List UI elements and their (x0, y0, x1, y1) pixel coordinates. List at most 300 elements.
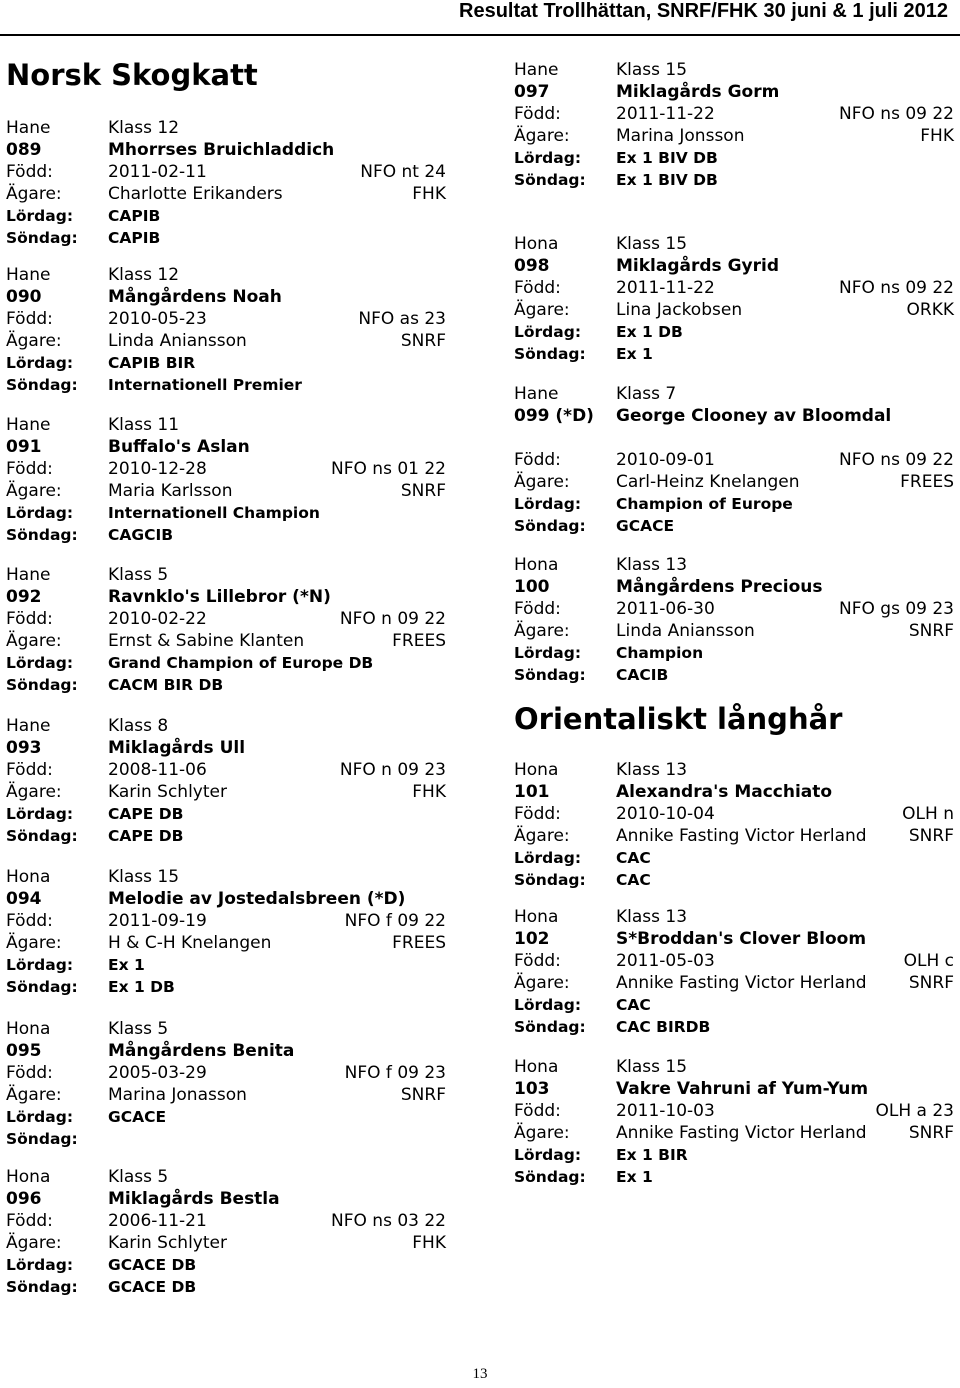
sunday-row (6, 1128, 446, 1150)
club-name: FHK (920, 126, 954, 146)
entry-number: 103 (514, 1079, 550, 1099)
sunday-label: Söndag: (6, 676, 78, 694)
name-row (6, 286, 446, 308)
class-label: Klass 5 (108, 565, 169, 585)
birth-date: 2011-05-03 (616, 951, 715, 971)
cat-entry (514, 1056, 954, 1188)
born-label: Född: (514, 278, 561, 298)
class-label: Klass 5 (108, 1167, 169, 1187)
sunday-label: Söndag: (514, 345, 586, 363)
cat-name: Mhorrses Bruichladdich (108, 140, 335, 160)
birth-date: 2011-02-11 (108, 162, 207, 182)
cat-entry (6, 264, 446, 396)
class-label: Klass 15 (616, 234, 688, 254)
sunday-row (6, 374, 446, 396)
cat-name: Buffalo's Aslan (108, 437, 250, 457)
class-row (514, 383, 954, 405)
owner-name: Ernst & Sabine Klanten (108, 631, 305, 651)
sunday-row (514, 1166, 954, 1188)
born-row (6, 1210, 446, 1232)
sunday-row (514, 515, 954, 537)
saturday-label: Lördag: (514, 849, 582, 867)
saturday-result: CAPIB (108, 207, 161, 225)
sex-label: Hane (6, 716, 51, 736)
saturday-label: Lördag: (6, 956, 74, 974)
owner-label: Ägare: (6, 782, 62, 802)
club-name: ORKK (906, 300, 954, 320)
sunday-result: Internationell Premier (108, 376, 302, 394)
sunday-result: Ex 1 (616, 1168, 653, 1186)
owner-label: Ägare: (6, 331, 62, 351)
club-name: SNRF (908, 973, 954, 993)
owner-name: Marina Jonasson (108, 1085, 247, 1105)
owner-label: Ägare: (6, 481, 62, 501)
class-label: Klass 13 (616, 907, 688, 927)
cat-name: Miklagårds Gorm (616, 82, 780, 102)
sunday-row (6, 674, 446, 696)
saturday-row (6, 1106, 446, 1128)
owner-row (514, 972, 954, 994)
class-row (6, 117, 446, 139)
cat-name: Ravnklo's Lillebror (*N) (108, 587, 331, 607)
birth-date: 2011-11-22 (616, 104, 715, 124)
class-row (514, 59, 954, 81)
owner-row (514, 125, 954, 147)
owner-name: Annike Fasting Victor Herland (616, 826, 867, 846)
name-row (514, 781, 954, 803)
birth-date: 2005-03-29 (108, 1063, 207, 1083)
owner-label: Ägare: (514, 126, 570, 146)
saturday-result: Champion (616, 644, 704, 662)
saturday-result: Ex 1 DB (616, 323, 683, 341)
saturday-row (514, 1144, 954, 1166)
sunday-row (6, 227, 446, 249)
saturday-label: Lördag: (514, 644, 582, 662)
entry-number: 095 (6, 1041, 42, 1061)
birth-date: 2011-11-22 (616, 278, 715, 298)
saturday-label: Lördag: (6, 1256, 74, 1274)
cat-name: Miklagårds Gyrid (616, 256, 779, 276)
saturday-label: Lördag: (6, 805, 74, 823)
sunday-row (6, 524, 446, 546)
born-label: Född: (6, 309, 53, 329)
saturday-result: GCACE DB (108, 1256, 197, 1274)
birth-date: 2008-11-06 (108, 760, 207, 780)
ems-code: NFO f 09 22 (344, 911, 446, 931)
saturday-row (514, 994, 954, 1016)
owner-row (514, 620, 954, 642)
saturday-label: Lördag: (514, 149, 582, 167)
owner-label: Ägare: (514, 472, 570, 492)
owner-name: Annike Fasting Victor Herland (616, 1123, 867, 1143)
sunday-label: Söndag: (6, 978, 78, 996)
name-row (6, 586, 446, 608)
name-row (6, 1040, 446, 1062)
birth-date: 2006-11-21 (108, 1211, 207, 1231)
sunday-result: CAGCIB (108, 526, 174, 544)
owner-row (514, 471, 954, 493)
ems-code: NFO n 09 22 (339, 609, 446, 629)
name-row (514, 255, 954, 277)
born-label: Född: (6, 1063, 53, 1083)
sunday-result: CACIB (616, 666, 669, 684)
born-label: Född: (6, 459, 53, 479)
class-row (514, 759, 954, 781)
owner-name: Charlotte Erikanders (108, 184, 283, 204)
cat-entry (6, 414, 446, 546)
owner-name: Carl-Heinz Knelangen (616, 472, 800, 492)
owner-label: Ägare: (514, 300, 570, 320)
cat-name: Melodie av Jostedalsbreen (*D) (108, 889, 406, 909)
sunday-result: CACM BIR DB (108, 676, 224, 694)
owner-name: Lina Jackobsen (616, 300, 743, 320)
born-label: Född: (6, 1211, 53, 1231)
club-name: SNRF (400, 331, 446, 351)
name-row (6, 1188, 446, 1210)
entry-number: 096 (6, 1189, 42, 1209)
saturday-result: Champion of Europe (616, 495, 793, 513)
born-row (6, 458, 446, 480)
cat-entry (514, 383, 954, 537)
name-row (514, 928, 954, 950)
sunday-result: Ex 1 BIV DB (616, 171, 718, 189)
class-label: Klass 15 (616, 60, 688, 80)
born-label: Född: (514, 599, 561, 619)
sunday-result: CAC (616, 871, 651, 889)
sex-label: Hane (6, 118, 51, 138)
cat-name: George Clooney av Bloomdal (616, 406, 892, 426)
owner-name: Annike Fasting Victor Herland (616, 973, 867, 993)
saturday-result: CAPE DB (108, 805, 184, 823)
class-label: Klass 11 (108, 415, 180, 435)
class-row (6, 414, 446, 436)
entry-number: 102 (514, 929, 550, 949)
class-label: Klass 7 (616, 384, 677, 404)
born-row (514, 449, 954, 471)
name-row (6, 436, 446, 458)
owner-label: Ägare: (514, 826, 570, 846)
class-row (6, 866, 446, 888)
owner-row (514, 825, 954, 847)
ems-code: NFO ns 01 22 (331, 459, 446, 479)
class-row (514, 1056, 954, 1078)
name-row (6, 737, 446, 759)
class-label: Klass 8 (108, 716, 169, 736)
sunday-label: Söndag: (6, 1278, 78, 1296)
birth-date: 2010-02-22 (108, 609, 207, 629)
sunday-label: Söndag: (6, 376, 78, 394)
club-name: SNRF (400, 481, 446, 501)
born-row (514, 277, 954, 299)
class-row (6, 1166, 446, 1188)
name-row (514, 81, 954, 103)
club-name: FHK (412, 782, 446, 802)
ems-code: NFO n 09 23 (339, 760, 446, 780)
saturday-label: Lördag: (6, 354, 74, 372)
entry-number: 093 (6, 738, 42, 758)
cat-entry (6, 715, 446, 847)
cat-name: Mångårdens Benita (108, 1041, 295, 1061)
born-label: Född: (514, 804, 561, 824)
class-row (514, 906, 954, 928)
saturday-label: Lördag: (6, 1108, 74, 1126)
ems-code: NFO ns 03 22 (331, 1211, 446, 1231)
owner-row (6, 781, 446, 803)
owner-row (6, 480, 446, 502)
birth-date: 2010-05-23 (108, 309, 207, 329)
born-row (6, 308, 446, 330)
saturday-result: Ex 1 BIR (616, 1146, 688, 1164)
sunday-row (6, 976, 446, 998)
sex-label: Hona (514, 907, 559, 927)
saturday-row (514, 493, 954, 515)
owner-row (514, 1122, 954, 1144)
name-row (6, 139, 446, 161)
cat-entry (514, 759, 954, 891)
sex-label: Hane (6, 265, 51, 285)
class-label: Klass 12 (108, 265, 180, 285)
cat-entry (6, 1166, 446, 1298)
sunday-result: CAC BIRDB (616, 1018, 711, 1036)
saturday-row (6, 652, 446, 674)
class-row (6, 715, 446, 737)
sunday-result: CAPIB (108, 229, 161, 247)
sunday-result: CAPE DB (108, 827, 184, 845)
sunday-label: Söndag: (514, 171, 586, 189)
ems-code: OLH n (902, 804, 954, 824)
sunday-result: Ex 1 (616, 345, 653, 363)
birth-date: 2011-06-30 (616, 599, 715, 619)
born-row (6, 608, 446, 630)
saturday-label: Lördag: (514, 495, 582, 513)
name-row (514, 405, 954, 449)
cat-entry (514, 59, 954, 191)
born-label: Född: (514, 104, 561, 124)
name-row (514, 576, 954, 598)
owner-label: Ägare: (514, 973, 570, 993)
sex-label: Hane (6, 565, 51, 585)
sunday-result: Ex 1 DB (108, 978, 175, 996)
owner-name: Linda Aniansson (616, 621, 755, 641)
born-label: Född: (514, 1101, 561, 1121)
saturday-row (514, 321, 954, 343)
name-row (6, 888, 446, 910)
club-name: FHK (412, 1233, 446, 1253)
saturday-label: Lördag: (6, 504, 74, 522)
sunday-result: GCACE DB (108, 1278, 197, 1296)
born-row (514, 803, 954, 825)
owner-label: Ägare: (6, 184, 62, 204)
class-label: Klass 5 (108, 1019, 169, 1039)
cat-entry (6, 564, 446, 696)
sunday-row (514, 169, 954, 191)
cat-entry (6, 117, 446, 249)
sex-label: Hane (514, 384, 559, 404)
entry-number: 090 (6, 287, 42, 307)
owner-name: Marina Jonsson (616, 126, 745, 146)
saturday-result: Grand Champion of Europe DB (108, 654, 374, 672)
owner-row (6, 330, 446, 352)
class-row (6, 1018, 446, 1040)
sex-label: Hona (514, 234, 559, 254)
ems-code: NFO ns 09 22 (839, 278, 954, 298)
born-label: Född: (6, 162, 53, 182)
owner-name: Karin Schlyter (108, 1233, 227, 1253)
cat-entry (514, 554, 954, 686)
birth-date: 2011-10-03 (616, 1101, 715, 1121)
sex-label: Hona (514, 555, 559, 575)
born-label: Född: (514, 450, 561, 470)
saturday-label: Lördag: (514, 1146, 582, 1164)
entry-number: 094 (6, 889, 42, 909)
club-name: SNRF (908, 1123, 954, 1143)
class-row (514, 233, 954, 255)
saturday-row (514, 147, 954, 169)
class-label: Klass 15 (108, 867, 180, 887)
sunday-label: Söndag: (514, 871, 586, 889)
cat-entry (514, 233, 954, 365)
owner-label: Ägare: (6, 1233, 62, 1253)
ems-code: OLH c (903, 951, 954, 971)
born-label: Född: (6, 911, 53, 931)
sunday-label: Söndag: (6, 1130, 78, 1148)
ems-code: NFO ns 09 22 (839, 104, 954, 124)
header-title: Resultat Trollhättan, SNRF/FHK 30 juni & 1 juli 2012 (459, 0, 948, 22)
owner-row (6, 1084, 446, 1106)
born-row (6, 1062, 446, 1084)
born-row (514, 1100, 954, 1122)
saturday-row (6, 352, 446, 374)
entry-number: 091 (6, 437, 42, 457)
owner-name: H & C-H Knelangen (108, 933, 272, 953)
born-row (514, 950, 954, 972)
saturday-result: Internationell Champion (108, 504, 320, 522)
saturday-row (514, 642, 954, 664)
saturday-row (6, 205, 446, 227)
entry-number: 099 (*D) (514, 406, 594, 426)
saturday-label: Lördag: (514, 323, 582, 341)
ems-code: NFO nt 24 (360, 162, 446, 182)
sunday-row (6, 825, 446, 847)
sunday-label: Söndag: (514, 1168, 586, 1186)
club-name: FREES (392, 631, 446, 651)
born-row (514, 598, 954, 620)
cat-name: Mångårdens Precious (616, 577, 823, 597)
saturday-result: Ex 1 BIV DB (616, 149, 718, 167)
birth-date: 2010-09-01 (616, 450, 715, 470)
owner-name: Linda Aniansson (108, 331, 247, 351)
page-number: 13 (472, 1366, 488, 1382)
class-label: Klass 13 (616, 760, 688, 780)
sex-label: Hona (6, 1167, 51, 1187)
club-name: SNRF (400, 1085, 446, 1105)
class-label: Klass 13 (616, 555, 688, 575)
entry-number: 097 (514, 82, 550, 102)
sunday-label: Söndag: (6, 827, 78, 845)
entry-number: 100 (514, 577, 550, 597)
cat-entry (6, 1018, 446, 1150)
sunday-result: GCACE (616, 517, 675, 535)
cat-name: Alexandra's Macchiato (616, 782, 833, 802)
sunday-label: Söndag: (514, 517, 586, 535)
saturday-row (6, 803, 446, 825)
sunday-row (514, 869, 954, 891)
ems-code: NFO f 09 23 (344, 1063, 446, 1083)
cat-entry (6, 866, 446, 998)
born-label: Född: (6, 760, 53, 780)
club-name: FHK (412, 184, 446, 204)
owner-row (6, 932, 446, 954)
sunday-label: Söndag: (6, 229, 78, 247)
class-row (6, 264, 446, 286)
sunday-row (514, 343, 954, 365)
born-row (6, 759, 446, 781)
born-row (6, 910, 446, 932)
club-name: SNRF (908, 621, 954, 641)
breed-title-norsk-skogkatt: Norsk Skogkatt (6, 58, 258, 92)
owner-row (6, 1232, 446, 1254)
saturday-result: Ex 1 (108, 956, 145, 974)
club-name: FREES (392, 933, 446, 953)
cat-name: Miklagårds Ull (108, 738, 246, 758)
saturday-result: CAC (616, 996, 651, 1014)
class-row (6, 564, 446, 586)
born-label: Född: (514, 951, 561, 971)
class-row (514, 554, 954, 576)
entry-number: 101 (514, 782, 550, 802)
sex-label: Hane (514, 60, 559, 80)
saturday-row (514, 847, 954, 869)
sunday-label: Söndag: (6, 526, 78, 544)
owner-label: Ägare: (514, 1123, 570, 1143)
owner-label: Ägare: (6, 1085, 62, 1105)
class-label: Klass 15 (616, 1057, 688, 1077)
sex-label: Hona (6, 867, 51, 887)
saturday-label: Lördag: (6, 654, 74, 672)
born-row (514, 103, 954, 125)
sex-label: Hane (6, 415, 51, 435)
entry-number: 089 (6, 140, 42, 160)
club-name: FREES (900, 472, 954, 492)
saturday-row (6, 1254, 446, 1276)
name-row (514, 1078, 954, 1100)
cat-name: Miklagårds Bestla (108, 1189, 280, 1209)
cat-name: Mångårdens Noah (108, 287, 282, 307)
owner-name: Karin Schlyter (108, 782, 227, 802)
club-name: SNRF (908, 826, 954, 846)
sex-label: Hona (514, 760, 559, 780)
sunday-label: Söndag: (514, 666, 586, 684)
sunday-row (514, 664, 954, 686)
sunday-row (514, 1016, 954, 1038)
ems-code: OLH a 23 (875, 1101, 954, 1121)
birth-date: 2010-12-28 (108, 459, 207, 479)
page-header (0, 0, 960, 36)
breed-title-orientaliskt-langhar: Orientaliskt långhår (514, 702, 843, 736)
owner-row (6, 183, 446, 205)
owner-name: Maria Karlsson (108, 481, 233, 501)
saturday-result: CAPIB BIR (108, 354, 196, 372)
cat-name: S*Broddan's Clover Bloom (616, 929, 867, 949)
saturday-label: Lördag: (514, 996, 582, 1014)
sunday-row (6, 1276, 446, 1298)
ems-code: NFO ns 09 22 (839, 450, 954, 470)
born-label: Född: (6, 609, 53, 629)
ems-code: NFO gs 09 23 (839, 599, 954, 619)
sunday-label: Söndag: (514, 1018, 586, 1036)
owner-row (6, 630, 446, 652)
entry-number: 092 (6, 587, 42, 607)
